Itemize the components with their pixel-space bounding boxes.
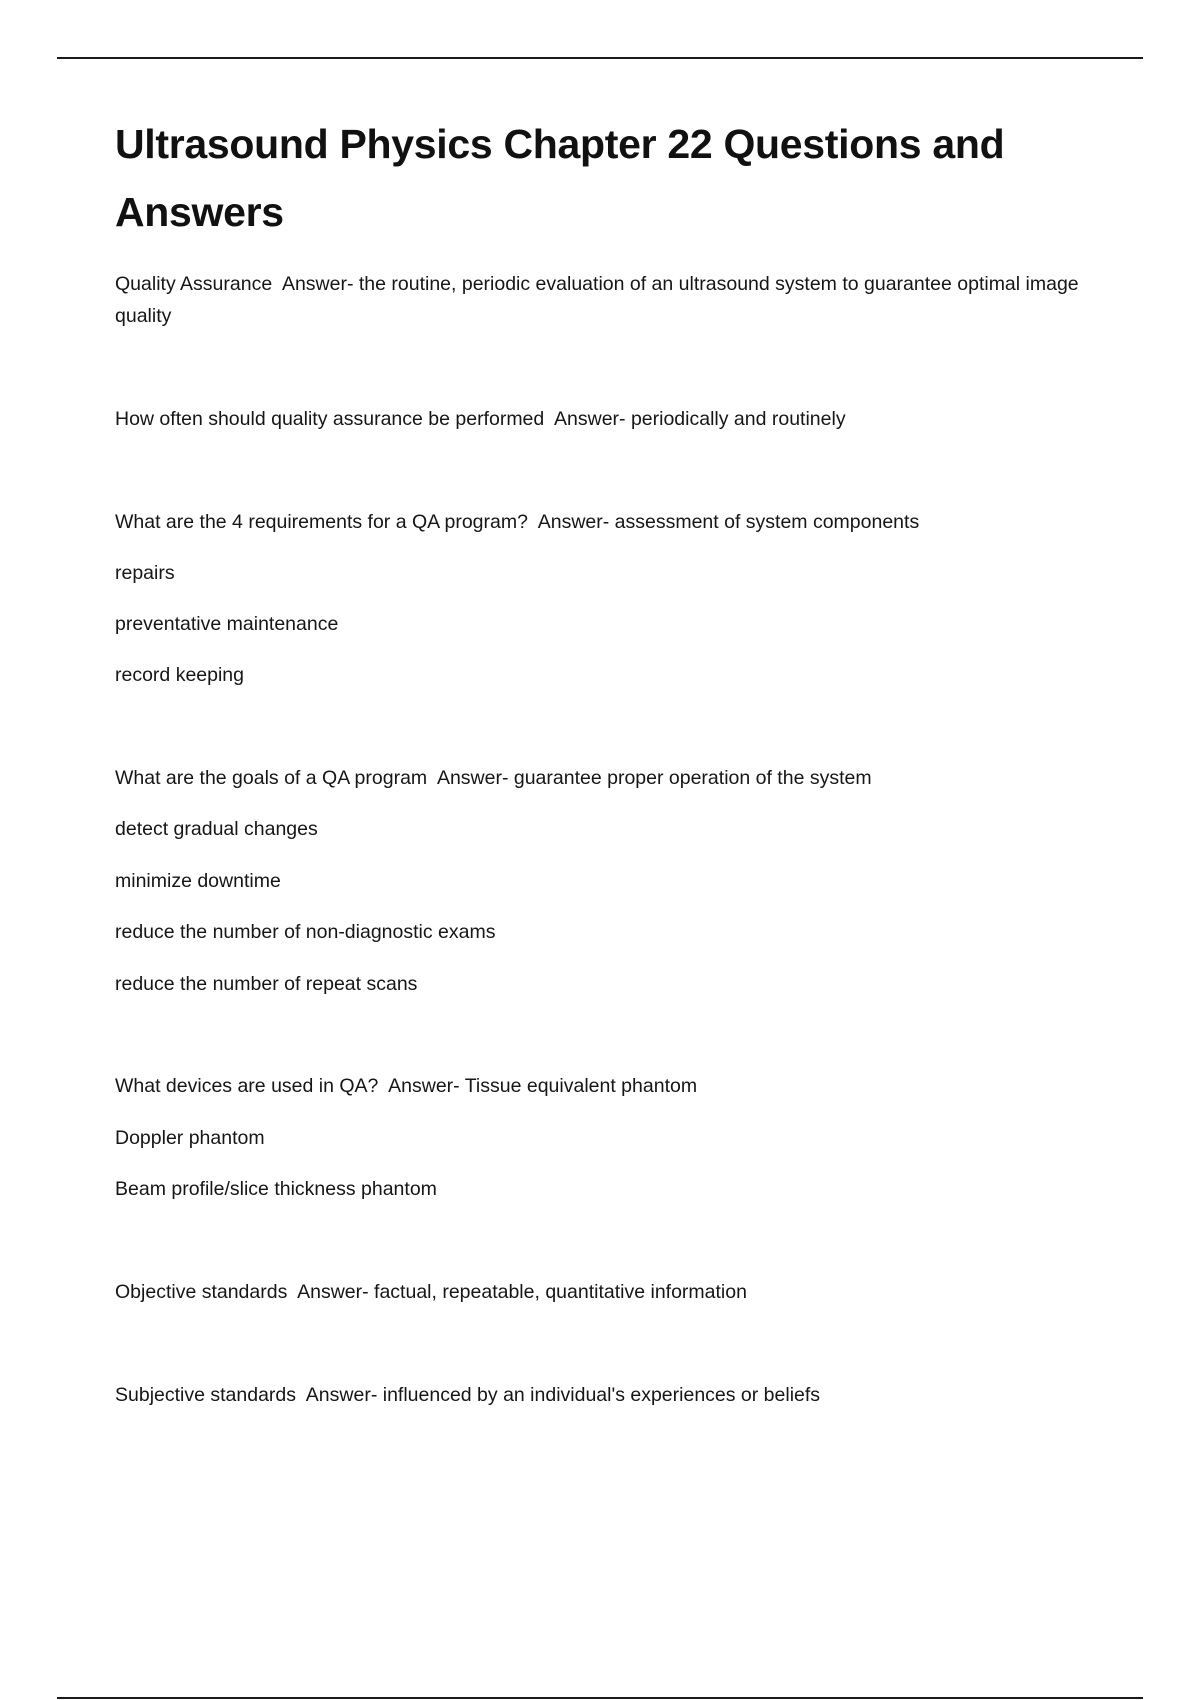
answer-continuation: Doppler phantom [115, 1127, 265, 1149]
question-text: How often should quality assurance be performed [115, 408, 545, 430]
question-text: Objective standards [115, 1281, 288, 1303]
answer-text: Answer- guarantee proper operation of the system [436, 767, 872, 789]
answer-continuation: Beam profile/slice thickness phantom [115, 1178, 437, 1200]
qa-entry-6 [115, 1276, 1095, 1308]
bottom-rule [57, 1697, 1143, 1699]
answer-continuation: record keeping [115, 664, 244, 686]
qa-entry-3 [115, 506, 1095, 538]
qa-entry-5 [115, 1070, 1095, 1102]
answer-continuation: minimize downtime [115, 870, 281, 892]
answer-text: Answer- assessment of system components [537, 511, 920, 533]
answer-text: Answer- the routine, periodic evaluation of an ultrasound system to guarantee optimal image quality [115, 273, 1079, 327]
answer-continuation: reduce the number of repeat scans [115, 973, 418, 995]
qa-entry-2 [115, 403, 1095, 435]
qa-entry-1 [115, 268, 1095, 332]
question-text: What are the 4 requirements for a QA program? [115, 511, 528, 533]
answer-continuation: detect gradual changes [115, 818, 318, 840]
question-text: What are the goals of a QA program [115, 767, 428, 789]
document-title: Ultrasound Physics Chapter 22 Questions and Answers [115, 121, 1005, 235]
question-text: What devices are used in QA? [115, 1075, 379, 1097]
answer-continuation: preventative maintenance [115, 613, 339, 635]
answer-text: Answer- periodically and routinely [554, 408, 846, 430]
question-text: Quality Assurance [115, 273, 273, 295]
answer-text: Answer- influenced by an individual's experiences or beliefs [305, 1384, 821, 1406]
answer-continuation: reduce the number of non-diagnostic exams [115, 921, 496, 943]
top-rule [57, 57, 1143, 59]
answer-text: Answer- Tissue equivalent phantom [388, 1075, 698, 1097]
qa-entry-7 [115, 1379, 1095, 1411]
qa-entry-4 [115, 762, 1095, 794]
question-text: Subjective standards [115, 1384, 297, 1406]
answer-text: Answer- factual, repeatable, quantitative information [297, 1281, 747, 1303]
answer-continuation: repairs [115, 562, 175, 584]
